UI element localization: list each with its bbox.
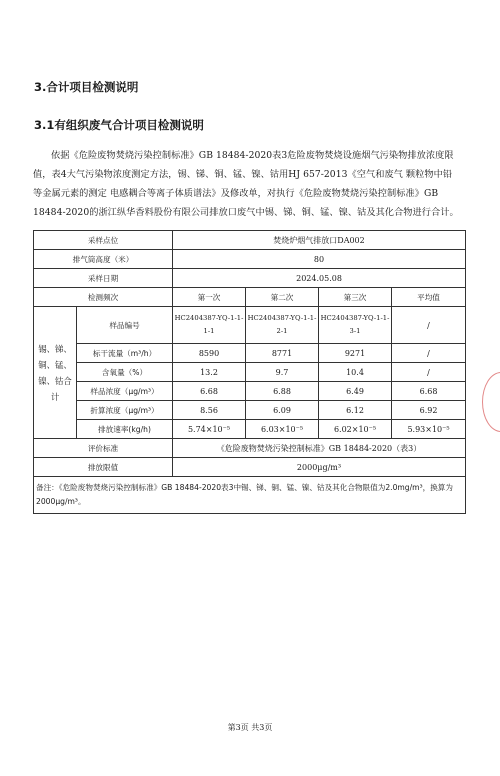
table-cell: 6.49: [319, 382, 392, 401]
table-cell: 6.03×10⁻⁵: [246, 420, 319, 439]
stamp-mark: [482, 372, 500, 432]
table-row: [34, 269, 466, 288]
page-number: 第3页 共3页: [227, 723, 273, 732]
row-label: 排放速率(kg/h): [77, 420, 173, 439]
table-cell: 6.88: [246, 382, 319, 401]
table-cell: 6.12: [319, 401, 392, 420]
row-label: 折算浓度（μg/m³）: [77, 401, 173, 420]
table-cell: 6.68: [173, 382, 246, 401]
table-row: [34, 477, 466, 514]
table-cell: 9271: [319, 344, 392, 363]
limit-label: 排放限值: [34, 458, 173, 477]
paragraph-line: 值，表4大气污染物浓度测定方法，锡、锑、铜、锰、镍、钴用HJ 657-2013《空气和废气 颗粒物中铅: [33, 169, 453, 180]
sampling-point-value: 焚烧炉烟气排放口DA002: [173, 231, 466, 250]
table-cell: /: [392, 344, 466, 363]
table-cell: 6.09: [246, 401, 319, 420]
standard-label: 评价标准: [34, 439, 173, 458]
table-row: [34, 439, 466, 458]
row-label: 标干流量（m³/h）: [77, 344, 173, 363]
table-cell: 5.93×10⁻⁵: [392, 420, 466, 439]
table-row: [34, 231, 466, 250]
table-header-row: [34, 288, 466, 307]
row-label: 样品浓度（μg/m³）: [77, 382, 173, 401]
table-cell: /: [392, 307, 466, 344]
column-header: 第三次: [319, 288, 392, 307]
table-cell: HC2404387-YQ-1-1-3-1: [319, 307, 392, 344]
table-cell: 9.7: [246, 363, 319, 382]
standard-value: 《危险废物焚烧污染控制标准》GB 18484-2020（表3）: [173, 439, 466, 458]
table-cell: HC2404387-YQ-1-1-1-1: [173, 307, 246, 344]
stack-height-value: 80: [173, 250, 466, 269]
description-paragraph: [33, 146, 466, 222]
table-cell: 6.02×10⁻⁵: [319, 420, 392, 439]
column-header: 第一次: [173, 288, 246, 307]
column-header: 第二次: [246, 288, 319, 307]
table-cell: 5.74×10⁻⁵: [173, 420, 246, 439]
sampling-date-label: 采样日期: [34, 269, 173, 288]
table-cell: 6.68: [392, 382, 466, 401]
frequency-label: 检测频次: [34, 288, 173, 307]
stack-height-label: 排气筒高度（米）: [34, 250, 173, 269]
paragraph-line: 等金属元素的测定 电感耦合等离子体质谱法》及修改单，对执行《危险废物焚烧污染控制标准》GB: [33, 188, 439, 199]
column-header: 平均值: [392, 288, 466, 307]
table-row: [34, 307, 466, 344]
table-row: [34, 250, 466, 269]
table-cell: 6.92: [392, 401, 466, 420]
table-cell: 13.2: [173, 363, 246, 382]
table-note: 备注：《危险废物焚烧污染控制标准》GB 18484-2020表3中锡、锑、铜、锰、镍、钴及其化合物限值为2.0mg/m³，换算为2000μg/m³。: [34, 477, 466, 514]
section-heading: 3.合计项目检测说明: [34, 80, 139, 94]
sampling-date-value: 2024.05.08: [173, 269, 466, 288]
table-row: [34, 344, 466, 363]
table-cell: 8.56: [173, 401, 246, 420]
group-label: 锡、锑、铜、锰、镍、钴合计: [34, 307, 77, 439]
table-row: [34, 420, 466, 439]
paragraph-line: 18484-2020的浙江纵华香料股份有限公司排放口废气中锡、锑、铜、锰、镍、钴及其化合物进行合计。: [33, 207, 459, 218]
table-cell: 8771: [246, 344, 319, 363]
table-row: [34, 382, 466, 401]
table-cell: 8590: [173, 344, 246, 363]
table-cell: /: [392, 363, 466, 382]
limit-value: 2000μg/m³: [173, 458, 466, 477]
table-row: [34, 458, 466, 477]
table-cell: HC2404387-YQ-1-1-2-1: [246, 307, 319, 344]
results-table: [33, 230, 466, 514]
table-row: [34, 401, 466, 420]
table-row: [34, 363, 466, 382]
table-cell: 10.4: [319, 363, 392, 382]
subsection-heading: 3.1有组织废气合计项目检测说明: [34, 118, 204, 132]
row-label: 含氧量（%）: [77, 363, 173, 382]
sampling-point-label: 采样点位: [34, 231, 173, 250]
row-label: 样品编号: [77, 307, 173, 344]
paragraph-line: 依据《危险废物焚烧污染控制标准》GB 18484-2020表3危险废物焚烧设施烟气污染物排放浓度限: [51, 150, 454, 161]
